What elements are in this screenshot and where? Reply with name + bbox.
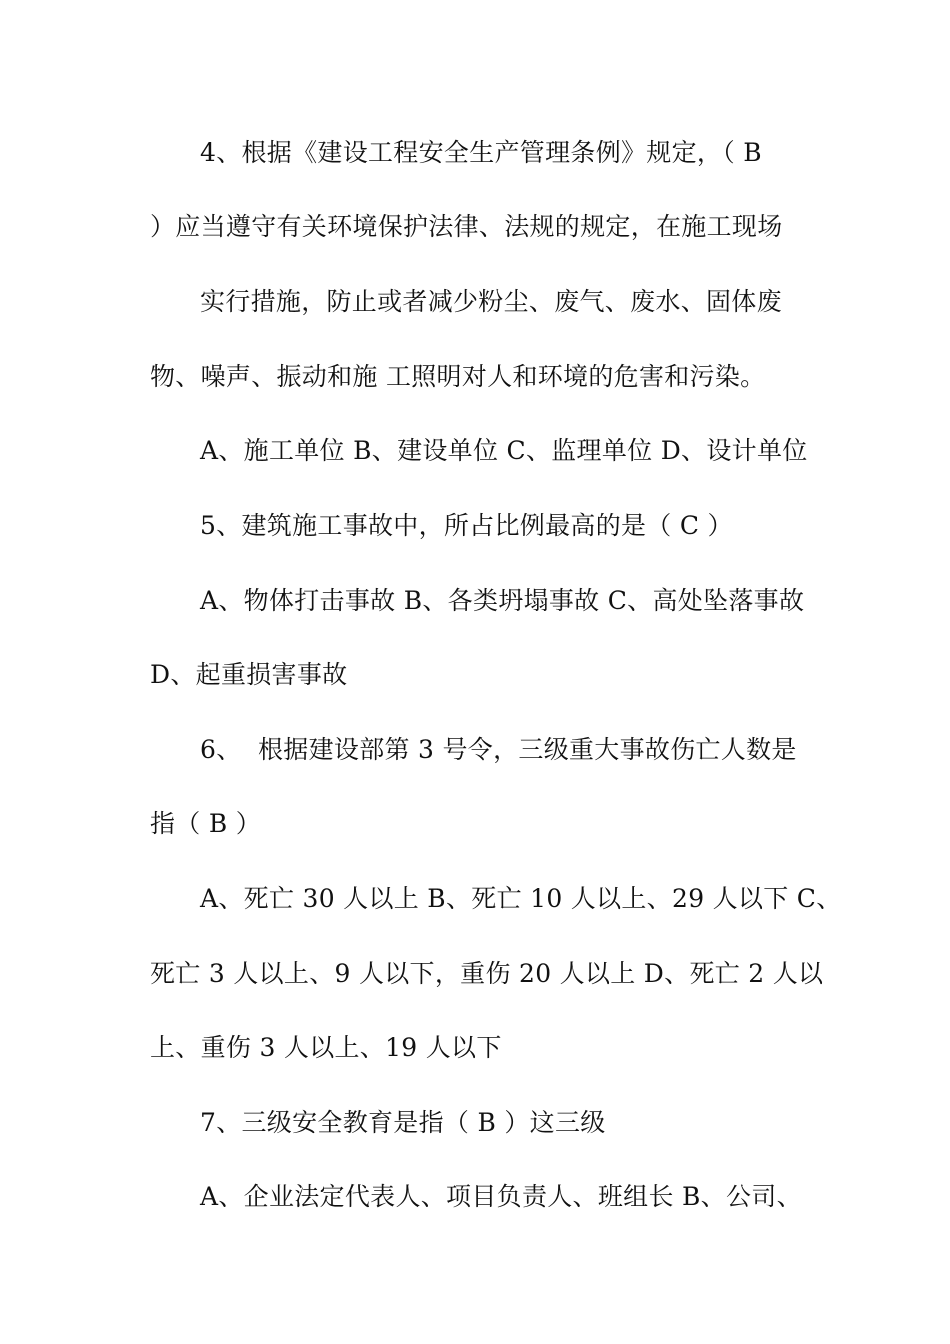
question-4-options: A、施工单位 B、建设单位 C、监理单位 D、设计单位 bbox=[200, 436, 808, 465]
question-4-line-1: 4、根据《建设工程安全生产管理条例》规定，（ B bbox=[200, 138, 762, 167]
question-5-options-line-1: A、物体打击事故 B、各类坍塌事故 C、高处坠落事故 bbox=[200, 586, 805, 615]
question-6-options-line-1: A、死亡 30 人以上 B、死亡 10 人以上、29 人以下 C、 bbox=[200, 884, 842, 913]
question-5-options-line-2: D、起重损害事故 bbox=[150, 660, 348, 689]
question-4-line-3: 实行措施，防止或者减少粉尘、废气、废水、固体废 bbox=[200, 287, 782, 316]
question-7-options-line-1: A、企业法定代表人、项目负责人、班组长 B、公司、 bbox=[200, 1182, 802, 1211]
question-4-line-4: 物、噪声、振动和施 工照明对人和环境的危害和污染。 bbox=[150, 362, 766, 391]
question-6-line-2: 指（ B ） bbox=[150, 809, 262, 838]
question-4-line-2: ）应当遵守有关环境保护法律、法规的规定，在施工现场 bbox=[150, 212, 783, 241]
question-6-options-line-2: 死亡 3 人以上、9 人以下，重伤 20 人以上 D、死亡 2 人以 bbox=[150, 959, 824, 988]
question-6-options-line-3: 上、重伤 3 人以上、19 人以下 bbox=[150, 1033, 502, 1062]
question-7-line-1: 7、三级安全教育是指（ B ）这三级 bbox=[200, 1108, 606, 1137]
question-6-line-1: 6、 根据建设部第 3 号令，三级重大事故伤亡人数是 bbox=[200, 735, 797, 764]
question-5-line-1: 5、建筑施工事故中，所占比例最高的是（ C ） bbox=[200, 511, 733, 540]
